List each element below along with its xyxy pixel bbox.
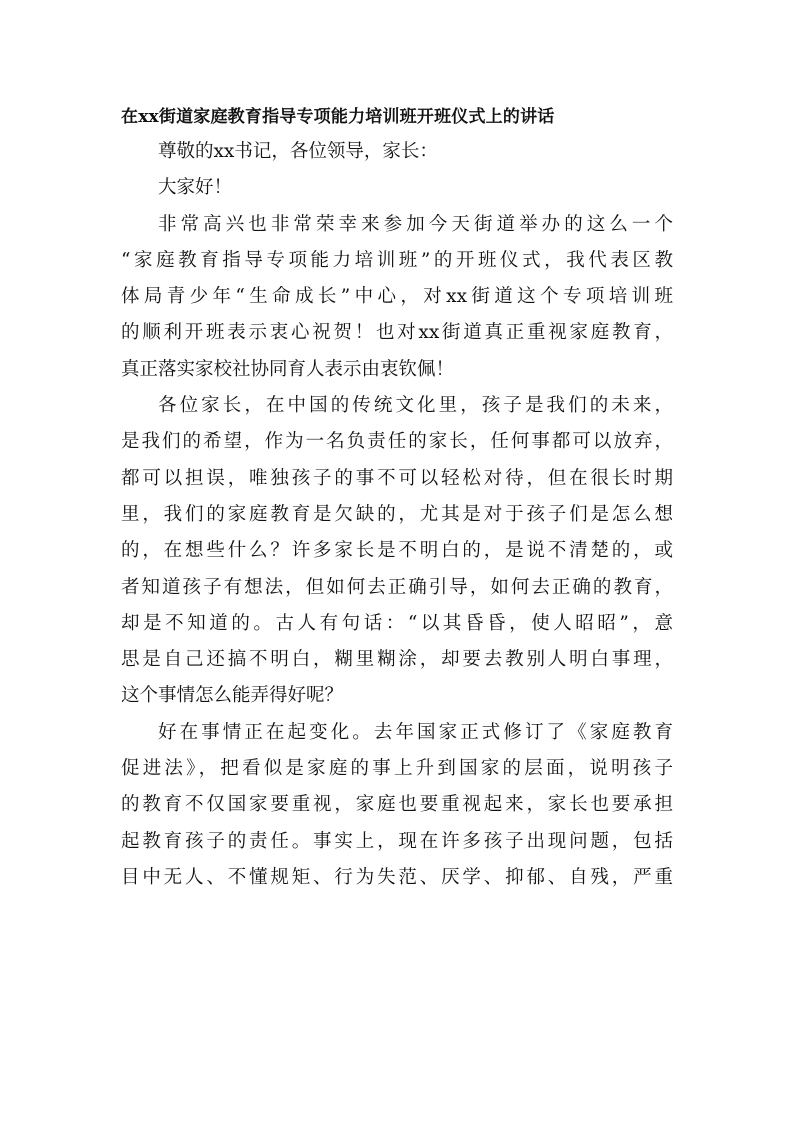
paragraph-line: “家庭教育指导专项能力培训班”的开班仪式，我代表区教 (121, 249, 673, 271)
paragraph-line: 思是自己还搞不明白，糊里糊涂，却要去教别人明白事理， (121, 649, 673, 671)
paragraph-1 (121, 207, 673, 388)
paragraph-2 (121, 388, 673, 715)
paragraph-line: 者知道孩子有想法，但如何去正确引导，如何去正确的教育， (121, 576, 673, 598)
greeting-line: 大家好！ (158, 177, 233, 199)
paragraph-line: 非常高兴也非常荣幸来参加今天街道举办的这么一个 (158, 213, 673, 235)
document-page (121, 100, 673, 896)
paragraph-line: 这个事情怎么能弄得好呢？ (121, 685, 344, 707)
paragraph-line: 好在事情正在起变化。去年国家正式修订了《家庭教育 (158, 721, 673, 743)
paragraph-line: 是我们的希望，作为一名负责任的家长，任何事都可以放弃， (121, 431, 673, 453)
paragraph-line: 真正落实家校社协同育人表示由衷钦佩！ (121, 358, 455, 380)
paragraph-line: 的教育不仅国家要重视，家庭也要重视起来，家长也要承担 (121, 794, 673, 816)
paragraph-line: 目中无人、不懂规矩、行为失范、厌学、抑郁、自残，严重 (121, 866, 673, 888)
paragraph-3 (121, 715, 673, 896)
paragraph-line: 里，我们的家庭教育是欠缺的，尤其是对于孩子们是怎么想 (121, 503, 673, 525)
paragraph-line: 体局青少年“生命成长”中心，对xx街道这个专项培训班 (121, 286, 673, 308)
paragraph-line: 却是不知道的。古人有句话：“以其昏昏，使人昭昭”，意 (121, 612, 673, 634)
salutation-line: 尊敬的xx书记，各位领导，家长： (158, 141, 438, 162)
salutation (121, 134, 673, 170)
paragraph-line: 的顺利开班表示衷心祝贺！也对xx街道真正重视家庭教育， (121, 322, 673, 344)
paragraph-line: 起教育孩子的责任。事实上，现在许多孩子出现问题，包括 (121, 830, 673, 852)
paragraph-line: 各位家长，在中国的传统文化里，孩子是我们的未来， (158, 395, 673, 417)
paragraph-line: 都可以担误，唯独孩子的事不可以轻松对待，但在很长时期 (121, 467, 673, 489)
paragraph-line: 的，在想些什么？许多家长是不明白的，是说不清楚的，或 (121, 540, 673, 562)
document-title: 在xx街道家庭教育指导专项能力培训班开班仪式上的讲话 (121, 107, 555, 127)
greeting (121, 170, 673, 206)
paragraph-line: 促进法》，把看似是家庭的事上升到国家的层面，说明孩子 (121, 758, 673, 780)
